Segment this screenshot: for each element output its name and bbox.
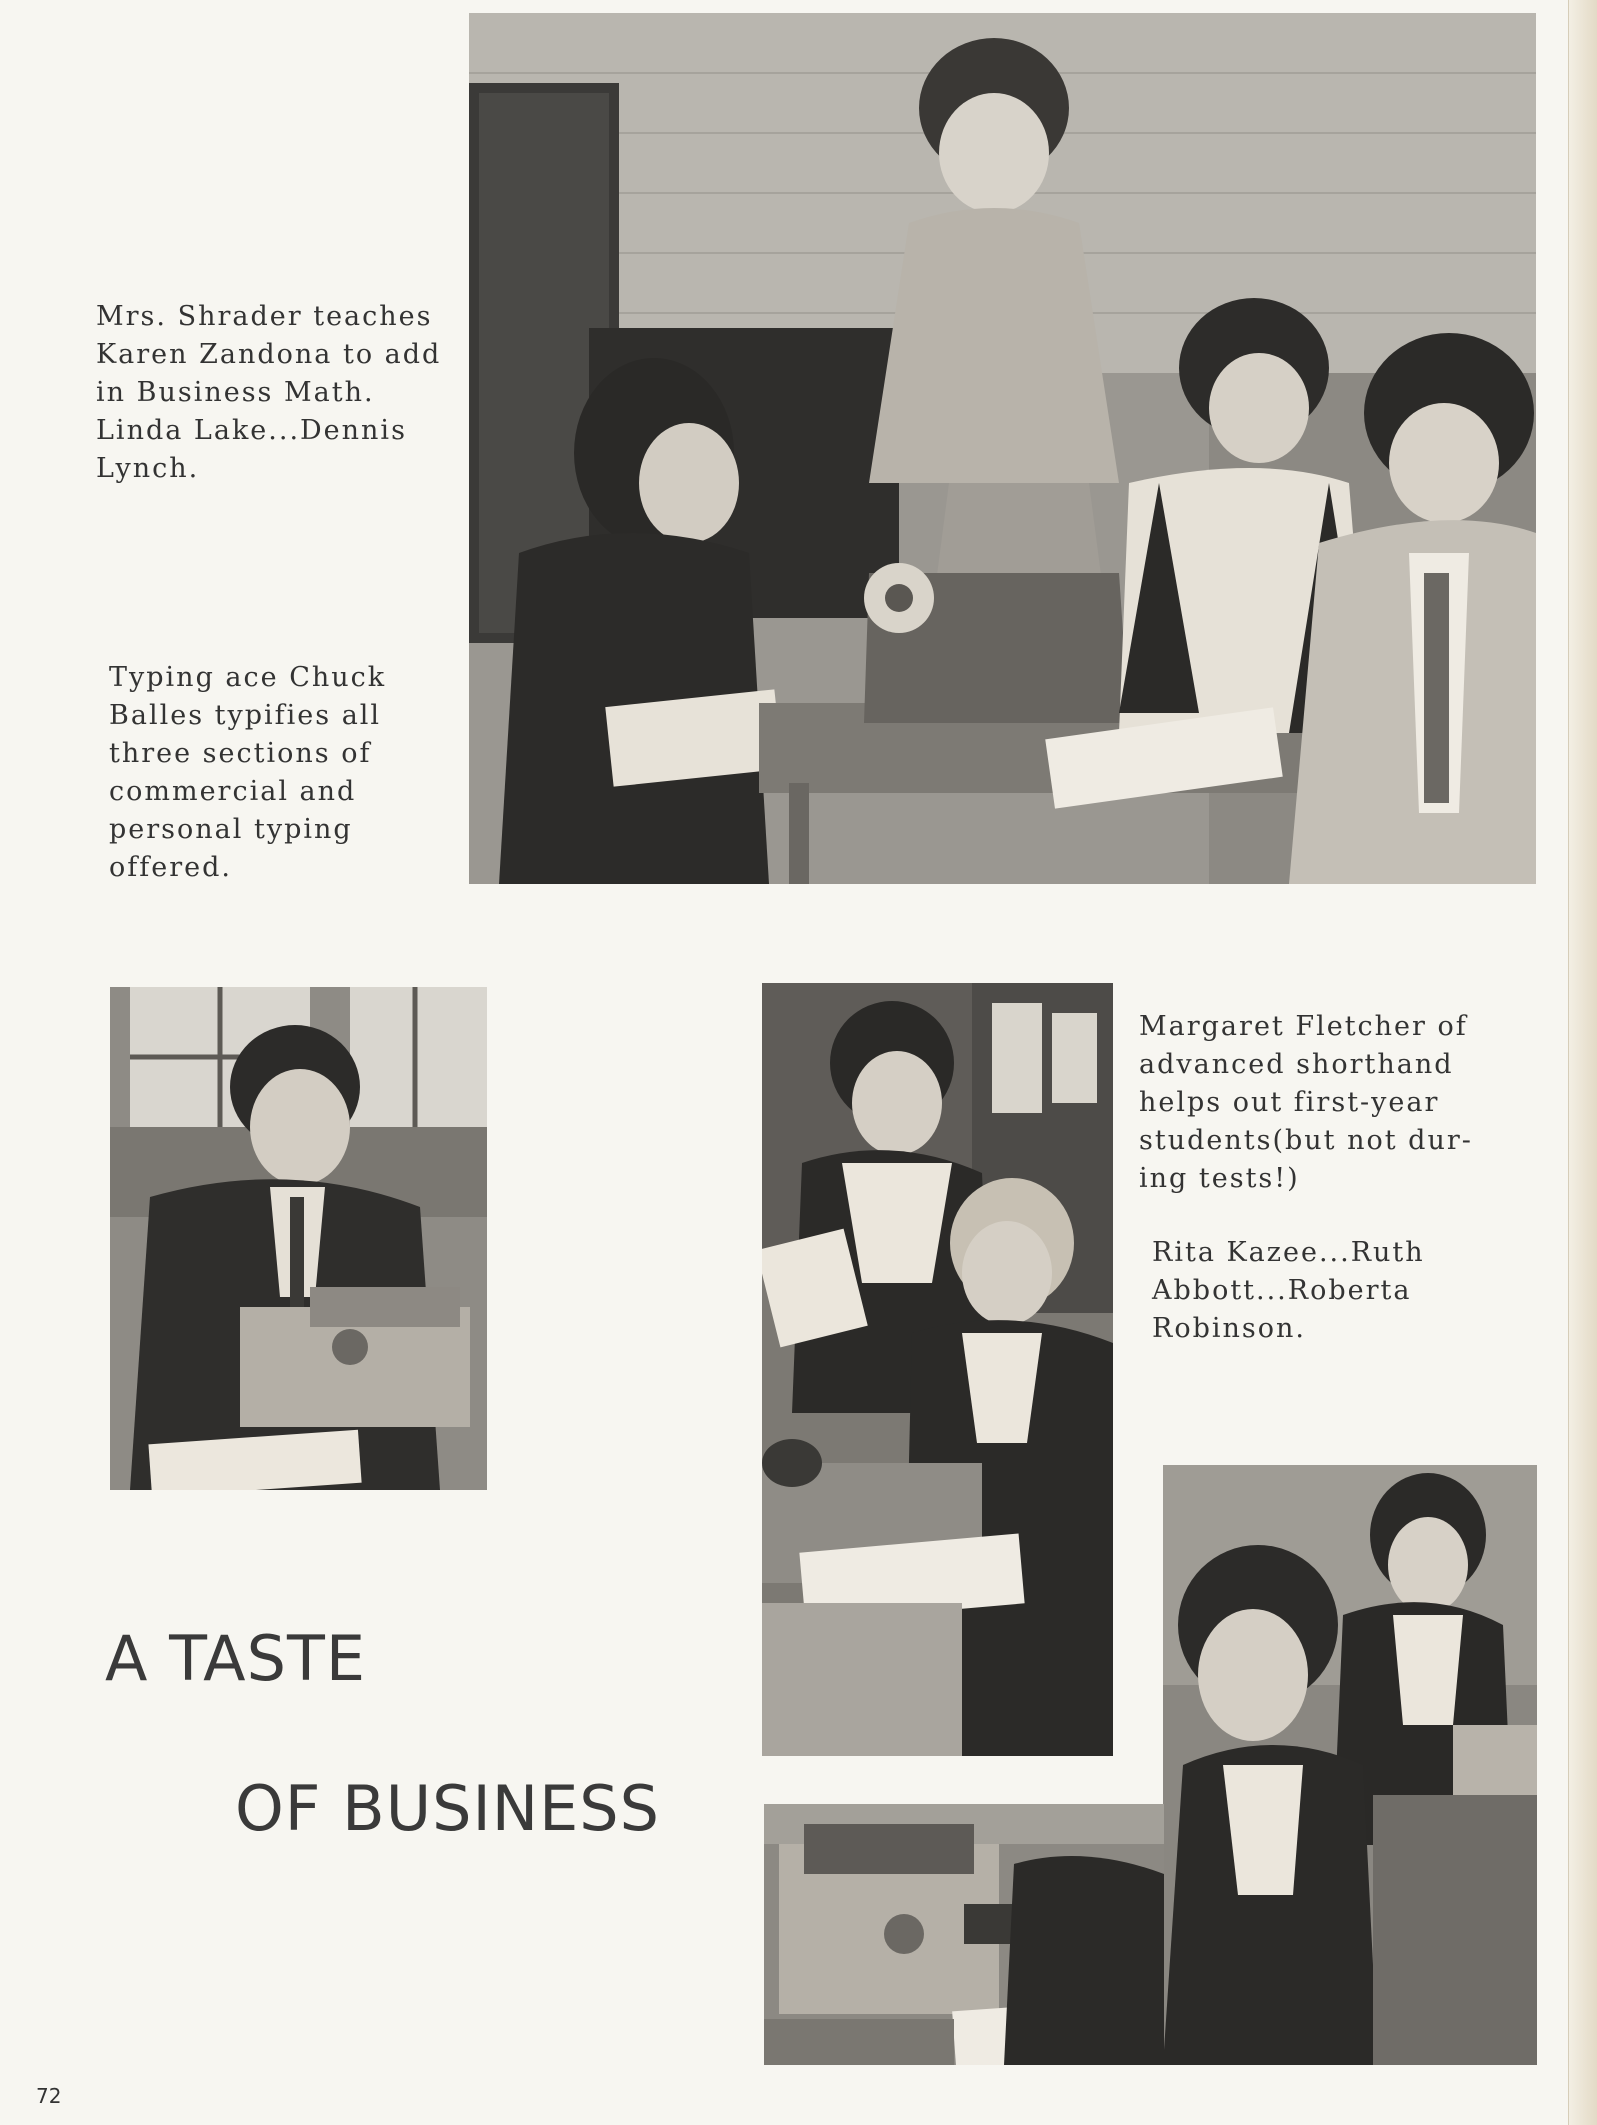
caption-line: students(but not dur- — [1139, 1125, 1473, 1156]
page-title-line-2: OF BUSINESS — [235, 1772, 660, 1845]
caption-line: Rita Kazee...Ruth — [1152, 1237, 1425, 1268]
typing-photo — [110, 987, 487, 1490]
caption-line: ing tests!) — [1139, 1163, 1300, 1194]
caption-line: three sections of — [109, 738, 372, 769]
caption-line: Linda Lake...Dennis — [96, 415, 407, 446]
caption-line: Mrs. Shrader teaches — [96, 301, 433, 332]
typing-caption — [109, 659, 386, 887]
business-math-photo — [469, 13, 1536, 884]
caption-line: Typing ace Chuck — [109, 662, 387, 693]
page-edge — [1568, 0, 1597, 2125]
typing-class-photo-lower — [764, 1804, 1164, 2065]
caption-line: Karen Zandona to add — [96, 339, 442, 370]
caption-line: advanced shorthand — [1139, 1049, 1454, 1080]
caption-line: offered. — [109, 852, 232, 883]
caption-line: helps out first-year — [1139, 1087, 1440, 1118]
caption-line: Margaret Fletcher of — [1139, 1011, 1468, 1042]
caption-line: Balles typifies all — [109, 700, 382, 731]
caption-line: in Business Math. — [96, 377, 375, 408]
names-caption — [1152, 1234, 1425, 1348]
typing-class-photo — [1163, 1465, 1537, 2065]
caption-line: Lynch. — [96, 453, 200, 484]
shorthand-photo — [762, 983, 1113, 1756]
page-number: 72 — [36, 2084, 62, 2108]
caption-line: personal typing — [109, 814, 353, 845]
business-math-caption — [96, 298, 441, 488]
caption-line: Abbott...Roberta — [1152, 1275, 1412, 1306]
caption-line: commercial and — [109, 776, 357, 807]
page-title-line-1: A TASTE — [105, 1622, 366, 1695]
shorthand-caption — [1139, 1008, 1473, 1198]
caption-line: Robinson. — [1152, 1313, 1306, 1344]
